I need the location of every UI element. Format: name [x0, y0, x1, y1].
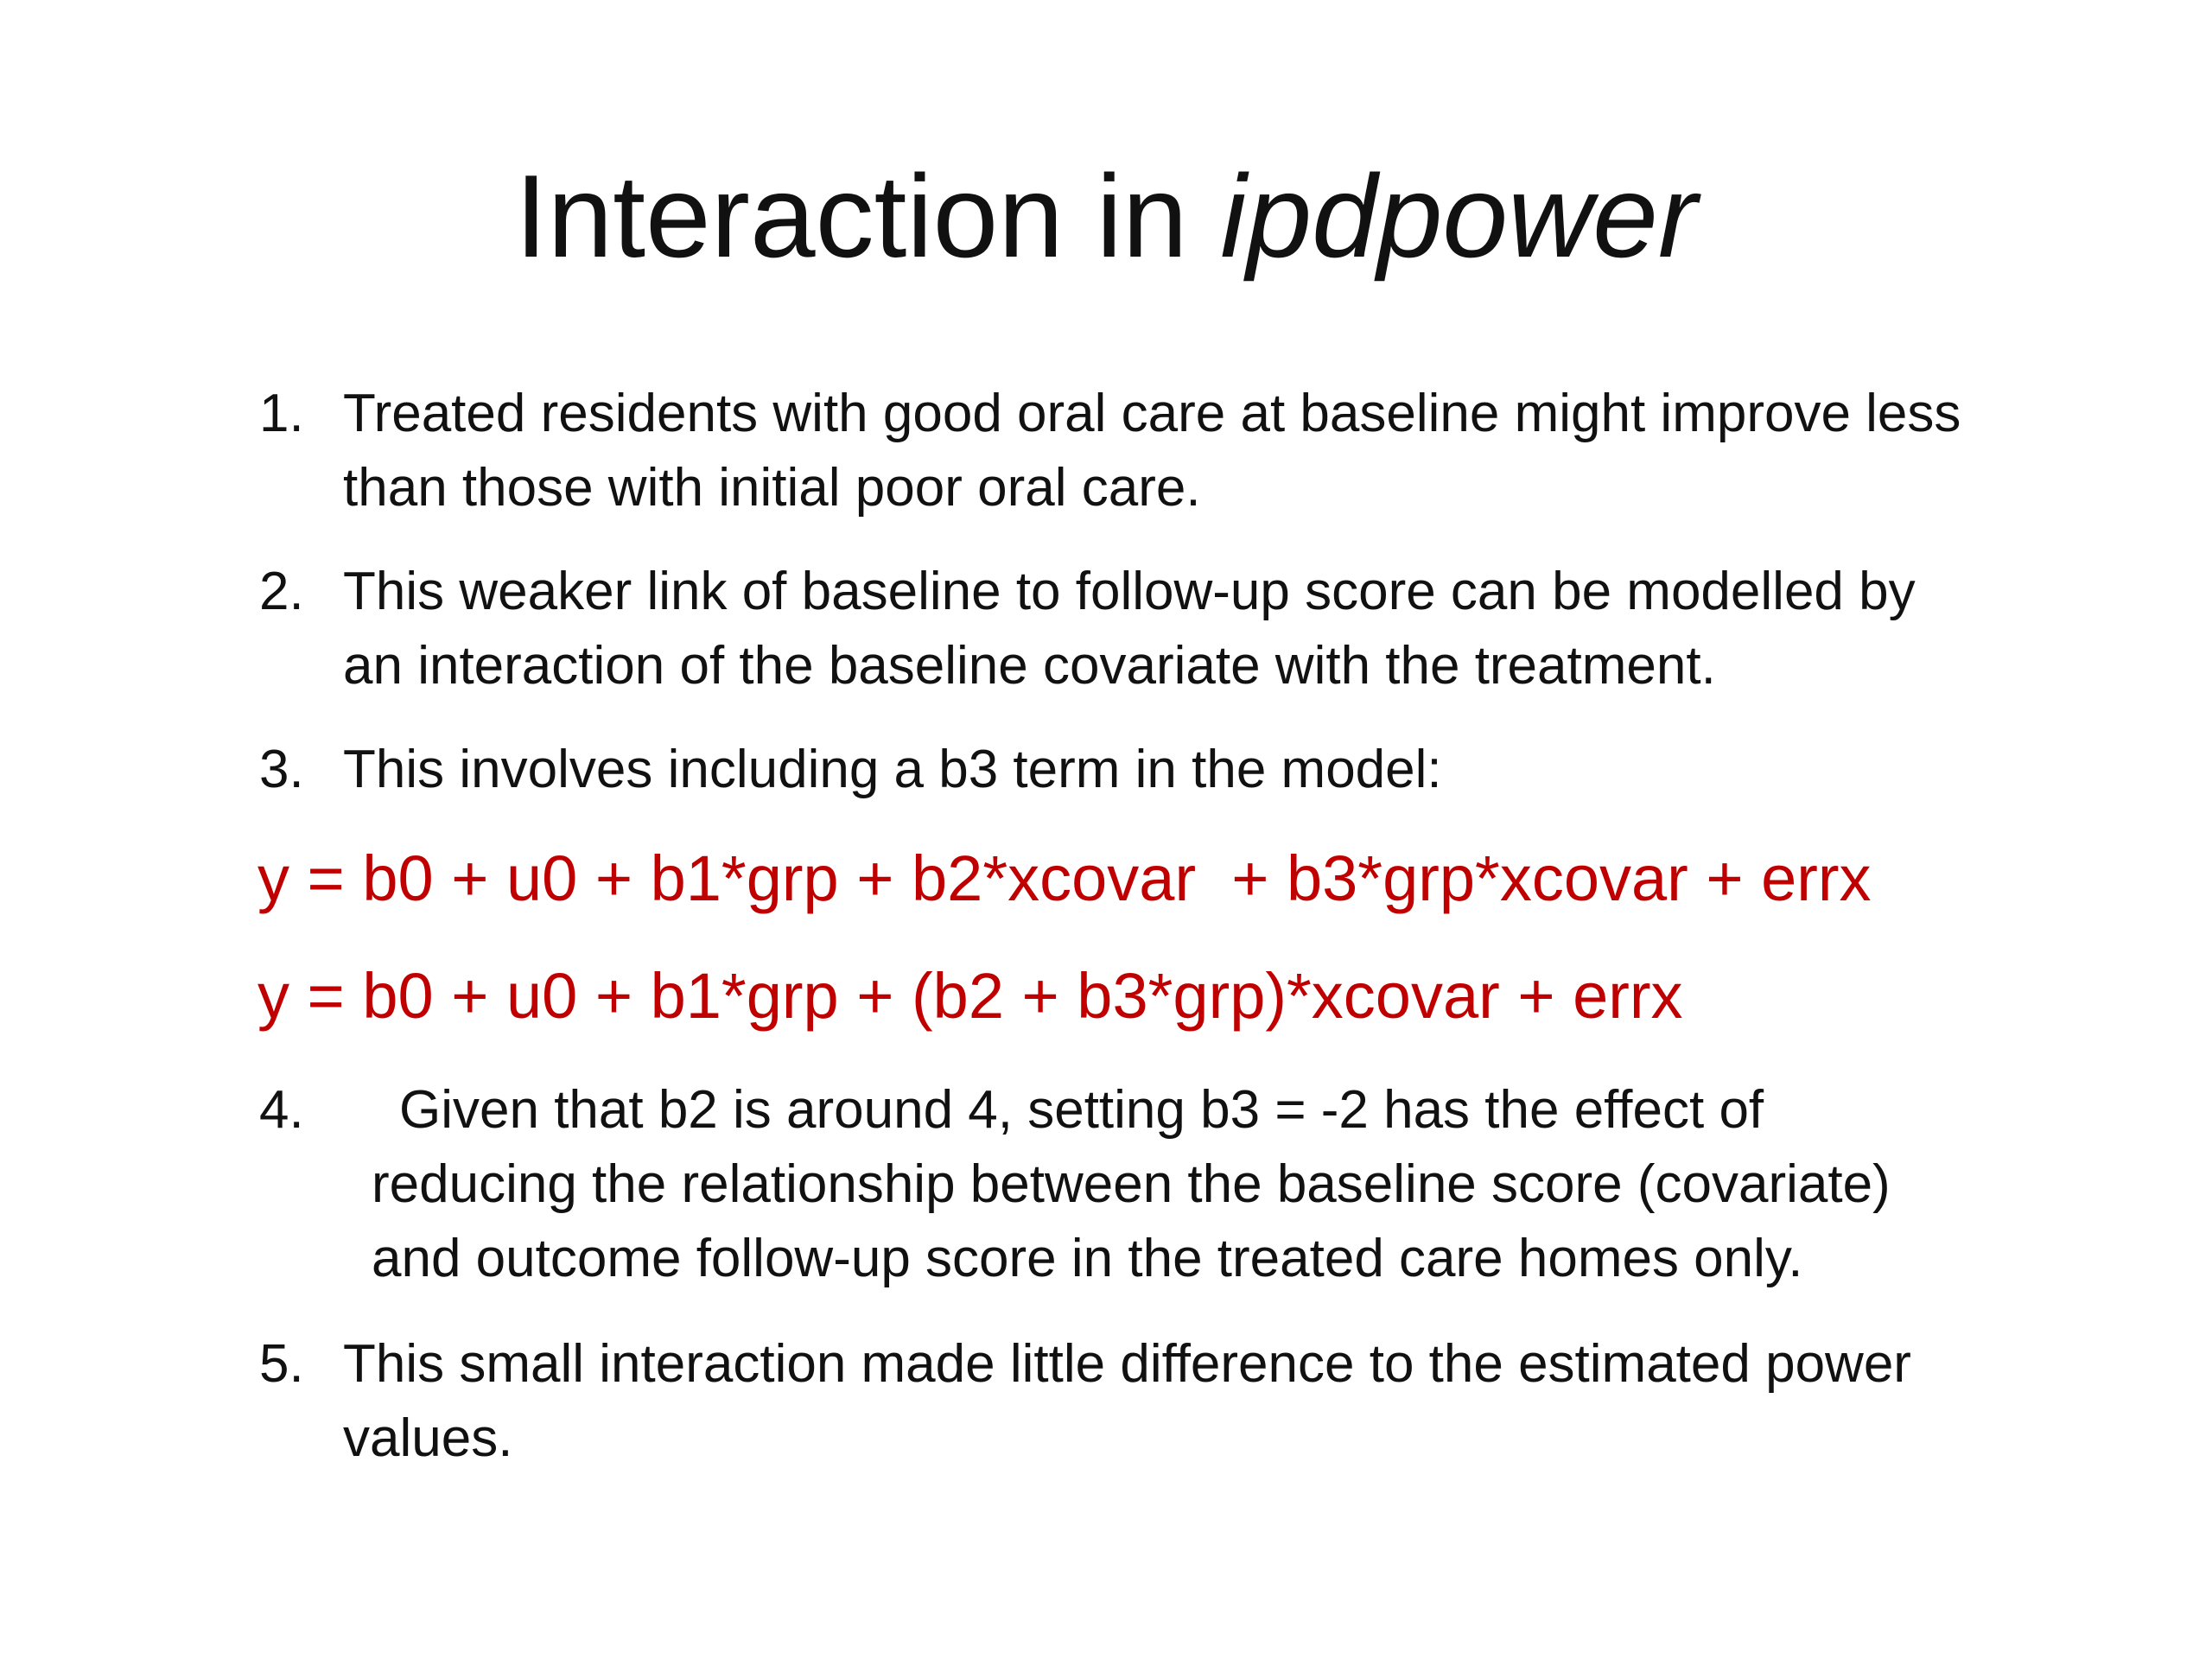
list-item-line: Given that b2 is around 4, setting b3 = -2 has the effect of	[399, 1080, 1764, 1140]
slide-title-italic: ipdpower	[1220, 150, 1698, 282]
list-item-text	[343, 1327, 1911, 1476]
list-item-line: reducing the relationship between the baseline score (covariate)	[372, 1154, 1891, 1214]
list-item-line: than those with initial poor oral care.	[343, 458, 1201, 518]
list-item-line: and outcome follow-up score in the treated care homes only.	[372, 1229, 1803, 1288]
list-item-text	[343, 377, 1961, 525]
list-item-line: This small interaction made little difference to the estimated power	[343, 1334, 1911, 1394]
list-item-line: Treated residents with good oral care at baseline might improve less	[343, 384, 1961, 443]
list-item-line: This involves including a b3 term in the model:	[343, 740, 1442, 799]
list-item-number: 4.	[259, 1080, 304, 1140]
slide-title-main: Interaction in	[514, 150, 1221, 282]
list-item-number: 2.	[259, 562, 304, 621]
list-item-text	[343, 555, 1916, 703]
list-item-line: an interaction of the baseline covariate with the treatment.	[343, 636, 1716, 696]
list-item-number: 3.	[259, 740, 304, 799]
list-item-text	[343, 733, 1442, 807]
model-formula-2: y = b0 + u0 + b1*grp + (b2 + b3*grp)*xcovar + errx	[257, 960, 1683, 1032]
list-item-number: 5.	[259, 1334, 304, 1394]
list-item-line: values.	[343, 1408, 513, 1468]
list-item-line: This weaker link of baseline to follow-up score can be modelled by	[343, 562, 1916, 621]
list-item-number: 1.	[259, 384, 304, 443]
list-item-text	[372, 1073, 1891, 1296]
model-formula-1: y = b0 + u0 + b1*grp + b2*xcovar + b3*grp*xcovar + errx	[257, 842, 1872, 914]
slide-title	[0, 147, 2212, 285]
